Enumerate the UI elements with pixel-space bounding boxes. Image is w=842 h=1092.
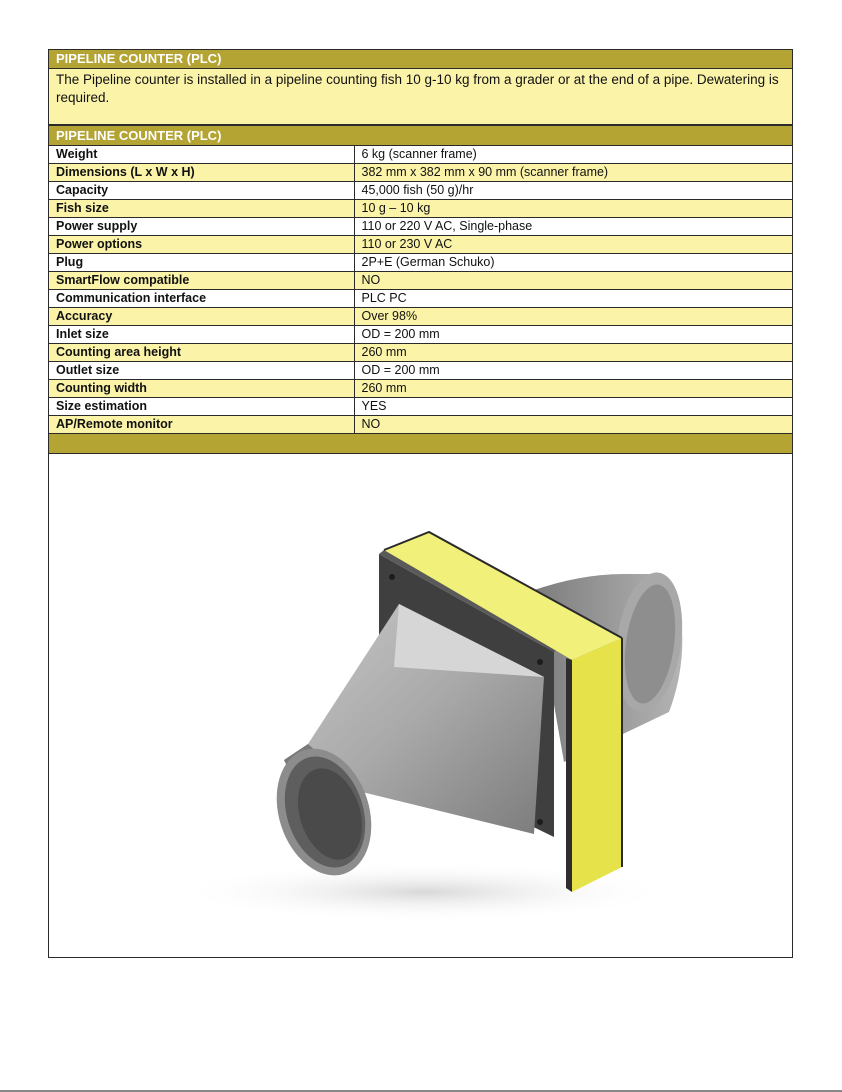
spec-value: 382 mm x 382 mm x 90 mm (scanner frame)	[354, 164, 792, 182]
spec-label: Power options	[49, 236, 354, 254]
specs-title: PIPELINE COUNTER (PLC)	[49, 125, 792, 146]
specs-table	[49, 146, 792, 434]
product-image	[94, 462, 750, 922]
spec-row	[49, 380, 792, 398]
spec-row	[49, 326, 792, 344]
spec-value: 6 kg (scanner frame)	[354, 146, 792, 164]
spec-value: 2P+E (German Schuko)	[354, 254, 792, 272]
spec-value: 110 or 230 V AC	[354, 236, 792, 254]
spec-row	[49, 146, 792, 164]
spec-label: Communication interface	[49, 290, 354, 308]
spec-row	[49, 416, 792, 434]
spec-label: Dimensions (L x W x H)	[49, 164, 354, 182]
spec-row	[49, 290, 792, 308]
spec-label: Capacity	[49, 182, 354, 200]
spec-label: Power supply	[49, 218, 354, 236]
spec-row	[49, 344, 792, 362]
spec-value: 260 mm	[354, 380, 792, 398]
specs-footer-band	[49, 434, 792, 454]
spec-value: NO	[354, 272, 792, 290]
spec-label: AP/Remote monitor	[49, 416, 354, 434]
description-text: The Pipeline counter is installed in a pipeline counting fish 10 g-10 kg from a grader or at the end of a pipe. Dewatering is required.	[49, 69, 792, 125]
spec-row	[49, 398, 792, 416]
spec-row	[49, 362, 792, 380]
spec-value: 260 mm	[354, 344, 792, 362]
spec-label: Counting width	[49, 380, 354, 398]
spec-value: OD = 200 mm	[354, 362, 792, 380]
section-title: PIPELINE COUNTER (PLC)	[49, 50, 792, 69]
spec-value: 110 or 220 V AC, Single-phase	[354, 218, 792, 236]
spec-label: SmartFlow compatible	[49, 272, 354, 290]
spec-value: OD = 200 mm	[354, 326, 792, 344]
spec-label: Outlet size	[49, 362, 354, 380]
spec-label: Plug	[49, 254, 354, 272]
spec-label: Size estimation	[49, 398, 354, 416]
spec-row	[49, 182, 792, 200]
spec-value: Over 98%	[354, 308, 792, 326]
spec-row	[49, 218, 792, 236]
spec-value: 10 g – 10 kg	[354, 200, 792, 218]
spec-label: Weight	[49, 146, 354, 164]
spec-label: Inlet size	[49, 326, 354, 344]
product-sheet	[48, 49, 793, 958]
spec-label: Accuracy	[49, 308, 354, 326]
spec-value: NO	[354, 416, 792, 434]
spec-value: PLC PC	[354, 290, 792, 308]
spec-value: YES	[354, 398, 792, 416]
spec-value: 45,000 fish (50 g)/hr	[354, 182, 792, 200]
spec-row	[49, 272, 792, 290]
spec-row	[49, 164, 792, 182]
pipeline-counter-illustration	[94, 462, 750, 922]
spec-row	[49, 254, 792, 272]
spec-row	[49, 308, 792, 326]
spec-label: Counting area height	[49, 344, 354, 362]
spec-label: Fish size	[49, 200, 354, 218]
spec-row	[49, 200, 792, 218]
spec-row	[49, 236, 792, 254]
